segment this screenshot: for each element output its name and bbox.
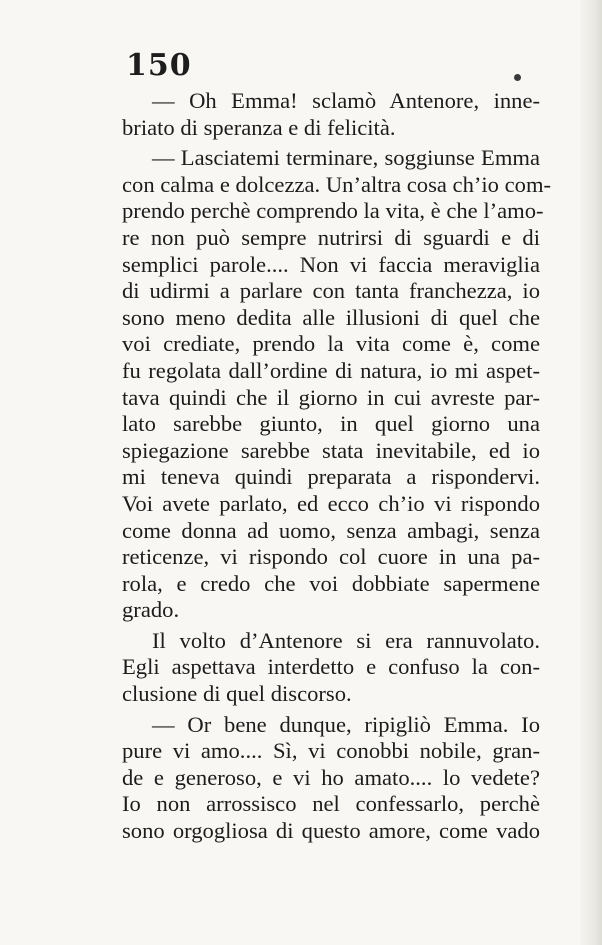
paragraph xyxy=(122,145,552,624)
text-line: clusione di quel discorso. xyxy=(122,681,352,707)
text-line: voi crediate, prendo la vita come è, come xyxy=(122,331,540,357)
text-line: Io non arrossisco nel confessarlo, perchè xyxy=(122,791,540,817)
text-line: Il volto d’Antenore si era rannuvolato. xyxy=(152,627,540,653)
text-line: di udirmi a parlare con tanta franchezza, io xyxy=(122,278,540,304)
paragraph xyxy=(122,88,540,141)
text-line: pure vi amo.... Sì, vi conobbi nobile, gran- xyxy=(122,738,540,764)
paragraph xyxy=(122,712,540,845)
text-line: sono meno dedita alle illusioni di quel che xyxy=(122,304,540,330)
paragraph xyxy=(122,628,540,708)
text-line: sono orgogliosa di questo amore, come vado xyxy=(122,818,540,844)
page-edge xyxy=(580,0,602,945)
text-line: come donna ad uomo, senza ambagi, senza xyxy=(122,517,540,543)
text-line: reticenze, vi rispondo col cuore in una pa- xyxy=(122,544,540,570)
text-line: con calma e dolcezza. Un’altra cosa ch’io com- xyxy=(122,171,552,197)
page-number: 150 xyxy=(126,48,192,83)
text-line: — Oh Emma! sclamò Antenore, inne- xyxy=(152,88,540,113)
text-line: de e generoso, e vi ho amato.... lo vedete? xyxy=(122,764,540,790)
text-line: rola, e credo che voi dobbiate sapermene xyxy=(122,570,540,596)
text-line: mi teneva quindi preparata a rispondervi. xyxy=(122,464,540,490)
text-line: grado. xyxy=(122,597,180,623)
body-text xyxy=(122,88,552,845)
text-line: semplici parole.... Non vi faccia meraviglia xyxy=(122,251,540,277)
text-line: — Or bene dunque, ripigliò Emma. Io xyxy=(152,711,540,737)
text-line: tava quindi che il giorno in cui avreste par- xyxy=(122,384,540,410)
ink-speck xyxy=(514,74,521,81)
text-line: lato sarebbe giunto, in quel giorno una xyxy=(122,411,540,437)
text-line: briato di speranza e di felicità. xyxy=(122,114,396,140)
text-line: re non può sempre nutrirsi di sguardi e di xyxy=(122,224,540,250)
text-line: spiegazione sarebbe stata inevitabile, ed io xyxy=(122,437,540,463)
text-line: Voi avete parlato, ed ecco ch’io vi rispondo xyxy=(122,490,540,516)
text-line: — Lasciatemi terminare, soggiunse Emma xyxy=(152,145,540,171)
text-line: prendo perchè comprendo la vita, è che l’amo- xyxy=(122,198,544,224)
text-line: fu regolata dall’ordine di natura, io mi aspet- xyxy=(122,357,540,383)
text-line: Egli aspettava interdetto e confuso la con- xyxy=(122,654,540,680)
